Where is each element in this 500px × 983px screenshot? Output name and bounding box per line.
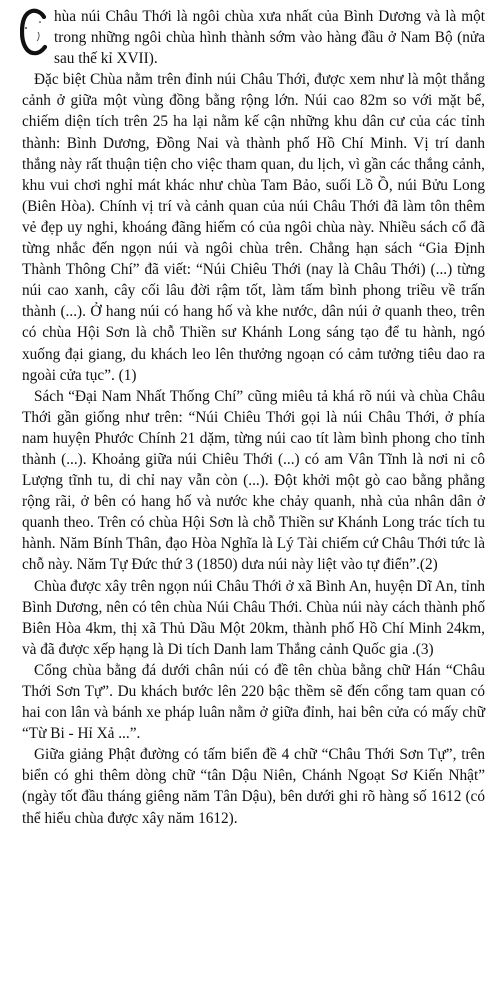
paragraph-6: Giữa giảng Phật đường có tấm biển đề 4 chữ “Châu Thới Sơn Tự”, trên biển có ghi thêm dòng chữ “tân Dậu Niên, Chánh Ngoạt Sơ Kiến Nhật” (ngày tốt đầu tháng giêng năm Tân Dậu), bên dưới ghi rõ hàng số 1612 (có thể hiểu chùa được xây năm 1612). bbox=[22, 746, 485, 827]
paragraph-3: Sách “Đại Nam Nhất Thống Chí” cũng miêu tả khá rõ núi và chùa Châu Thới gần giống như trên: “Núi Chiêu Thới gọi là núi Châu Thới, ở phía nam huyện Phước Chính 21 dặm, từng núi cao tít làm bình phong cho tỉnh thành (...). Khoảng giữa núi Chiêu Thới (...) có am Vân Tĩnh là nơi ni cô Lượng tĩnh tu, di chỉ nay vẫn còn (...). Đột khởi một gò cao bằng phẳng rộng rãi, ở bên có hang hố và nước khe chảy quanh, nhà của nhân dân ở quanh theo. Trên có chùa Hội Sơn là chỗ Thiền sư Khánh Long trác tích tu hành. Năm Bính Thân, đạo Hòa Nghĩa là Lý Tài chiếm cứ Châu Thới tức là chỗ này. Năm Tự Đức thứ 3 (1850) dưa núi này liệt vào tự điển”.(2) bbox=[22, 387, 485, 574]
paragraph-5: Cổng chùa bằng đá dưới chân núi có đề tên chùa bằng chữ Hán “Châu Thới Sơn Tự”. Du khách bước lên 220 bậc thềm sẽ đến cổng tam quan có hai con lân và bánh xe pháp luân nằm ở giữa đỉnh, hai bên cửa có mấy chữ “Từ Bi - Hỉ Xả ...”. bbox=[22, 661, 485, 743]
paragraph-1-text: hùa núi Châu Thới là ngôi chùa xưa nhất của Bình Dương và là một trong những ngôi chùa hình thành sớm vào hàng đầu ở Nam Bộ (nửa sau thế kỉ XVII). bbox=[54, 8, 485, 68]
drop-cap-ornament bbox=[20, 8, 48, 56]
drop-cap-c-icon bbox=[20, 8, 48, 56]
paragraph-2: Đặc biệt Chùa nằm trên đỉnh núi Châu Thới, được xem như là một thắng cảnh ở giữa một vùng đồng bằng rộng lớn. Núi cao 82m so với mặt bể, chiếm diện tích trên 25 ha lại nằm kế cận những khu dân cư của các tỉnh thành: Bình Dương, Đồng Nai và thành phố Hồ Chí Minh. Vị trí danh thắng này rất thuận tiện cho việc tham quan, du lịch, vì gần các thắng cảnh, khu vui chơi nghỉ mát khác như chùa Tam Bảo, suối Lồ Ồ, núi Bửu Long (Biên Hòa). Chính vị trí và cảnh quan của núi Châu Thới đã làm tôn thêm vẻ đẹp uy nghi, khoáng đãng hiếm có của ngôi chùa này. Nhiều sách cổ đã từng nhắc đến ngọn núi và ngôi chùa trên. Chẳng hạn sách “Gia Định Thành Thông Chí” đã viết: “Núi Chiêu Thới (nay là Châu Thới) (...) từng núi cao xanh, cây cối lâu đời rậm tốt, làm tấm bình phong triều về trấn thành (...). Ở hang núi có hang hố và khe nước, dân núi ở quanh theo, trên có chùa Hội Sơn là chỗ Thiền sư Khánh Long sáng tạo để tu hành, ngó xuống đại giang, du khách leo lên thưởng ngoạn có cảm tưởng tiêu dao ra ngoài cửa tục”. (1) bbox=[22, 71, 485, 384]
paragraph-1 bbox=[22, 6, 485, 69]
paragraph-4: Chùa được xây trên ngọn núi Châu Thới ở xã Bình An, huyện Dĩ An, tỉnh Bình Dương, nên có tên chùa Núi Châu Thới. Chùa núi này cách thành phố Biên Hòa 4km, thị xã Thủ Dầu Một 20km, thành phố Hồ Chí Minh 24km, và đã được xếp hạng là Di tích Danh lam Thắng cảnh Quốc gia .(3) bbox=[22, 577, 485, 658]
